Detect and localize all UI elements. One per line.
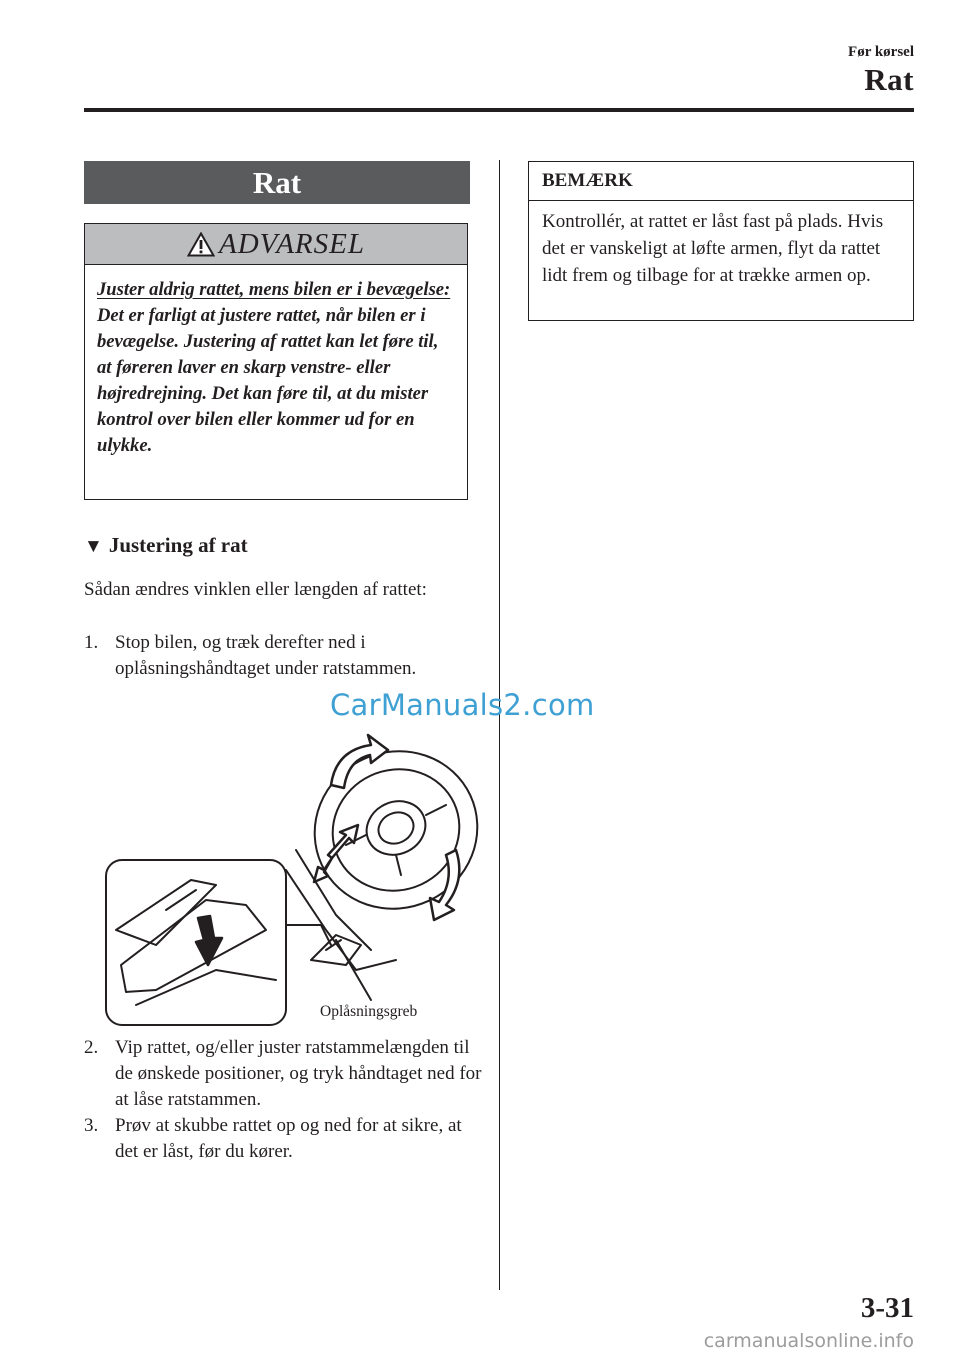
step-item bbox=[84, 1113, 489, 1165]
figure-label: Oplåsningsgreb bbox=[320, 1003, 418, 1020]
warning-text: Det er farligt at justere rattet, når bilen er i bevægelse. Justering af rattet kan let føre til, at føreren laver en skarp venstre- eller højredrejning. Det kan føre til, at du mister kontrol over bilen eller kommer ud for en ulykke. bbox=[97, 305, 439, 456]
subsection-heading bbox=[84, 533, 248, 558]
intro-text: Sådan ændres vinklen eller længden af rattet: bbox=[84, 579, 427, 600]
warning-header bbox=[85, 224, 467, 265]
note-box bbox=[528, 161, 914, 321]
step-number: 1. bbox=[84, 632, 99, 653]
column-divider bbox=[499, 160, 500, 1290]
section-title: Rat bbox=[252, 164, 302, 200]
warning-triangle-icon bbox=[187, 232, 215, 257]
note-title: BEMÆRK bbox=[529, 162, 913, 201]
step-text: Vip rattet, og/eller juster ratstammelængden til de ønskede positioner, og tryk håndtaget ned for at låse ratstammen. bbox=[115, 1037, 482, 1110]
step-item bbox=[84, 1035, 489, 1113]
watermark: CarManuals2.com bbox=[330, 688, 595, 722]
steps-list-2 bbox=[84, 1035, 489, 1165]
subsection-title: Justering af rat bbox=[108, 533, 248, 557]
step-text: Stop bilen, og træk derefter ned i oplåsningshåndtaget under ratstammen. bbox=[115, 632, 417, 679]
warning-title: ADVARSEL bbox=[219, 227, 365, 260]
triangle-down-icon: ▼ bbox=[84, 536, 103, 557]
warning-lead: Juster aldrig rattet, mens bilen er i bevægelse: bbox=[97, 279, 451, 300]
section-header: Rat bbox=[864, 62, 914, 97]
page-number: 3-31 bbox=[860, 1292, 914, 1324]
warning-body bbox=[85, 265, 467, 459]
note-text: Kontrollér, at rattet er låst fast på plads. Hvis det er vanskeligt at løfte armen, flyt da rattet lidt frem og tilbage for at trække armen op. bbox=[542, 211, 884, 286]
warning-box bbox=[84, 223, 468, 500]
steps-list-1 bbox=[84, 630, 484, 682]
chapter-title: Før kørsel bbox=[848, 44, 914, 60]
step-number: 2. bbox=[84, 1037, 99, 1058]
step-text: Prøv at skubbe rattet op og ned for at sikre, at det er låst, før du kører. bbox=[115, 1115, 462, 1162]
header-rule bbox=[84, 108, 914, 112]
step-item bbox=[84, 630, 484, 682]
footer-site-text: carmanualsonline.info bbox=[703, 1330, 914, 1352]
section-title-bar bbox=[84, 161, 470, 204]
steering-wheel-illustration bbox=[96, 730, 496, 1030]
step-number: 3. bbox=[84, 1115, 99, 1136]
